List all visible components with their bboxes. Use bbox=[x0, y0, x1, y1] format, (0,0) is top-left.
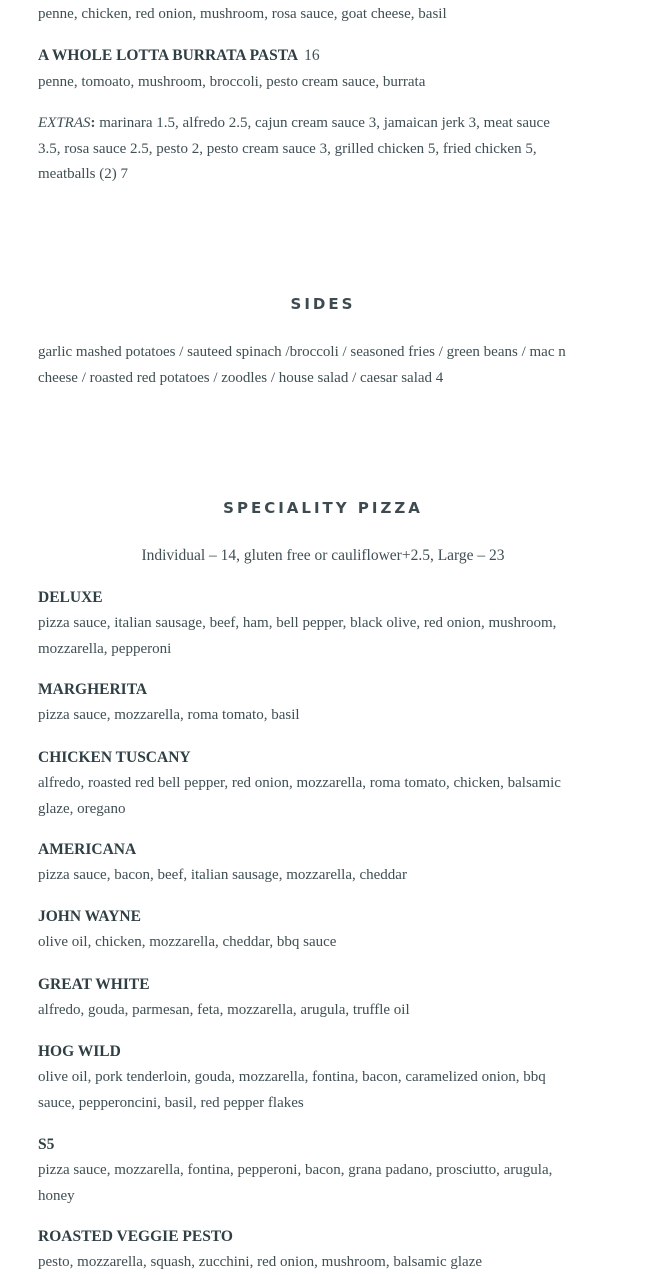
item-name: A WHOLE LOTTA BURRATA PASTA bbox=[38, 47, 299, 64]
pizza-item-name: ROASTED VEGGIE PESTO bbox=[38, 1228, 233, 1245]
pizza-pricing: Individual – 14, gluten free or cauliflower+2.5, Large – 23 bbox=[141, 547, 505, 564]
extras-line-2: 3.5, rosa sauce 2.5, pesto 2, pesto cream sauce 3, grilled chicken 5, fried chicken 5, bbox=[38, 141, 537, 157]
pizza-item-name: S5 bbox=[38, 1136, 55, 1153]
pizza-item-description-cont: glaze, oregano bbox=[38, 801, 126, 817]
pizza-item-name: MARGHERITA bbox=[38, 681, 148, 698]
sides-line-2: cheese / roasted red potatoes / zoodles / house salad / caesar salad 4 bbox=[38, 370, 444, 386]
pizza-item-name: DELUXE bbox=[38, 589, 103, 606]
pizza-item-description-cont: sauce, pepperoncini, basil, red pepper flakes bbox=[38, 1095, 304, 1111]
pizza-heading: SPECIALITY PIZZA bbox=[223, 499, 423, 517]
sides-line-1: garlic mashed potatoes / sauteed spinach /broccoli / seasoned fries / green beans / mac n bbox=[38, 344, 566, 360]
pizza-item-description: pizza sauce, italian sausage, beef, ham, bell pepper, black olive, red onion, mushroom, bbox=[38, 615, 557, 631]
pizza-item-name: JOHN WAYNE bbox=[38, 908, 141, 925]
pizza-item-description-cont: honey bbox=[38, 1188, 75, 1204]
pizza-item-name: GREAT WHITE bbox=[38, 976, 150, 993]
item-price: 16 bbox=[304, 47, 320, 64]
extras-line-3: meatballs (2) 7 bbox=[38, 166, 128, 182]
pizza-item-name: CHICKEN TUSCANY bbox=[38, 749, 191, 766]
pizza-item-name: HOG WILD bbox=[38, 1043, 121, 1060]
pizza-item-description: pizza sauce, mozzarella, fontina, pepperoni, bacon, grana padano, prosciutto, arugula, bbox=[38, 1162, 553, 1178]
pizza-item-description: alfredo, gouda, parmesan, feta, mozzarella, arugula, truffle oil bbox=[38, 1002, 410, 1018]
sides-heading: SIDES bbox=[290, 295, 356, 313]
extras-label: EXTRAS bbox=[38, 115, 91, 131]
item-description: penne, chicken, red onion, mushroom, rosa sauce, goat cheese, basil bbox=[38, 6, 447, 22]
pizza-item-description: pizza sauce, mozzarella, roma tomato, basil bbox=[38, 707, 300, 723]
pizza-item-description: pesto, mozzarella, squash, zucchini, red onion, mushroom, balsamic glaze bbox=[38, 1254, 483, 1270]
menu-item-title bbox=[38, 43, 618, 69]
pizza-item-description-cont: mozzarella, pepperoni bbox=[38, 641, 172, 657]
pizza-item-name: AMERICANA bbox=[38, 841, 137, 858]
pizza-item-description: pizza sauce, bacon, beef, italian sausage, mozzarella, cheddar bbox=[38, 867, 407, 883]
extras-line-1 bbox=[38, 110, 618, 136]
pizza-item-description: olive oil, pork tenderloin, gouda, mozzarella, fontina, bacon, caramelized onion, bbq bbox=[38, 1069, 546, 1085]
item-description: penne, tomoato, mushroom, broccoli, pesto cream sauce, burrata bbox=[38, 74, 426, 90]
pizza-item-description: olive oil, chicken, mozzarella, cheddar, bbq sauce bbox=[38, 934, 337, 950]
pizza-item-description: alfredo, roasted red bell pepper, red onion, mozzarella, roma tomato, chicken, balsamic bbox=[38, 775, 561, 791]
extras-text: marinara 1.5, alfredo 2.5, cajun cream sauce 3, jamaican jerk 3, meat sauce bbox=[95, 115, 550, 131]
extras-colon: : bbox=[90, 115, 96, 131]
